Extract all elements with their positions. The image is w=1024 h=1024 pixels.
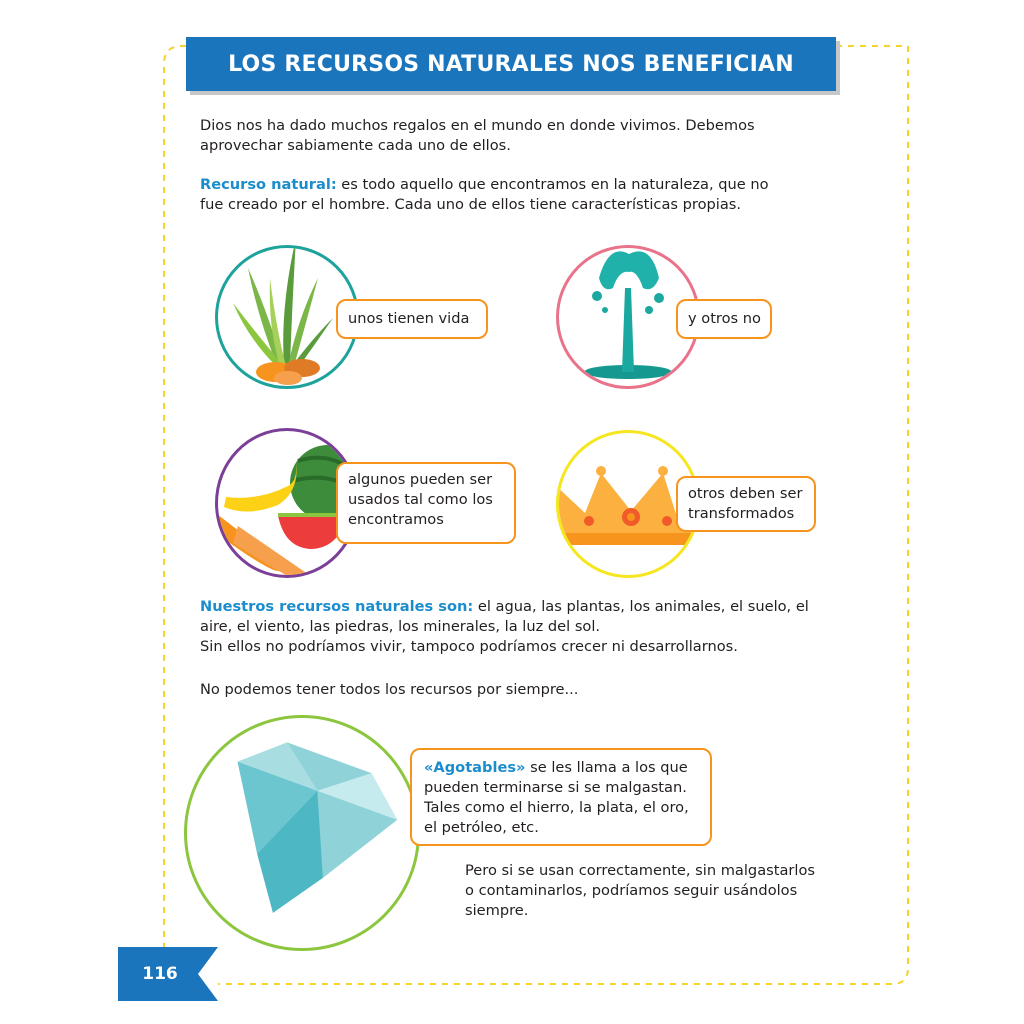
resources-line-1: el agua, las plantas, los animales, el suelo, el [473,598,809,615]
water-label-bubble [676,299,772,339]
exhaustible-line-4: el petróleo, etc. [424,819,539,836]
page-number: 116 [142,964,178,984]
definition-term: Recurso natural: [200,176,337,193]
page-title: LOS RECURSOS NATURALES NOS BENEFICIAN [228,51,794,77]
definition-line-2: fue creado por el hombre. Cada uno de ellos tiene características propias. [200,196,742,213]
exhaustible-line-3: Tales como el hierro, la plata, el oro, [424,799,689,816]
diamond-circle [184,715,420,951]
fruit-label-line-3: encontramos [348,511,444,528]
fruit-label-bubble [336,462,516,544]
water-label: y otros no [688,310,761,327]
plant-label-bubble [336,299,488,339]
fruit-label-line-2: usados tal como los [348,491,493,508]
crown-label-line-2: transformados [688,505,795,522]
resources-term: Nuestros recursos naturales son: [200,598,474,615]
exhaustible-line-2: pueden terminarse si se malgastan. [424,779,687,796]
resources-line-2: aire, el viento, las piedras, los minerales, la luz del sol. [200,618,601,635]
conclusion-line-1: Pero si se usan correctamente, sin malgastarlos [465,862,815,879]
conclusion-line-3: siempre. [465,902,529,919]
definition-line-1: es todo aquello que encontramos en la naturaleza, que no [336,176,769,193]
diamond-icon [187,718,417,948]
exhaustible-bubble [410,748,712,846]
resources-paragraph [200,597,809,657]
not-forever-text: No podemos tener todos los recursos por siempre... [200,681,579,698]
conclusion-line-2: o contaminarlos, podríamos seguir usándolos [465,882,798,899]
exhaustible-term: «Agotables» [424,759,526,776]
conclusion-paragraph [465,861,815,921]
plant-label: unos tienen vida [348,310,470,327]
definition-paragraph [200,175,769,215]
title-banner [186,37,836,91]
page-number-tab [118,947,218,1001]
intro-line-2: aprovechar sabiamente cada uno de ellos. [200,137,511,154]
intro-paragraph [200,116,755,156]
intro-line-1: Dios nos ha dado muchos regalos en el mundo en donde vivimos. Debemos [200,117,755,134]
exhaustible-line-1: se les llama a los que [525,759,688,776]
crown-label-line-1: otros deben ser [688,485,803,502]
crown-label-bubble [676,476,816,532]
resources-line-3: Sin ellos no podríamos vivir, tampoco podríamos crecer ni desarrollarnos. [200,638,738,655]
fruit-label-line-1: algunos pueden ser [348,471,493,488]
